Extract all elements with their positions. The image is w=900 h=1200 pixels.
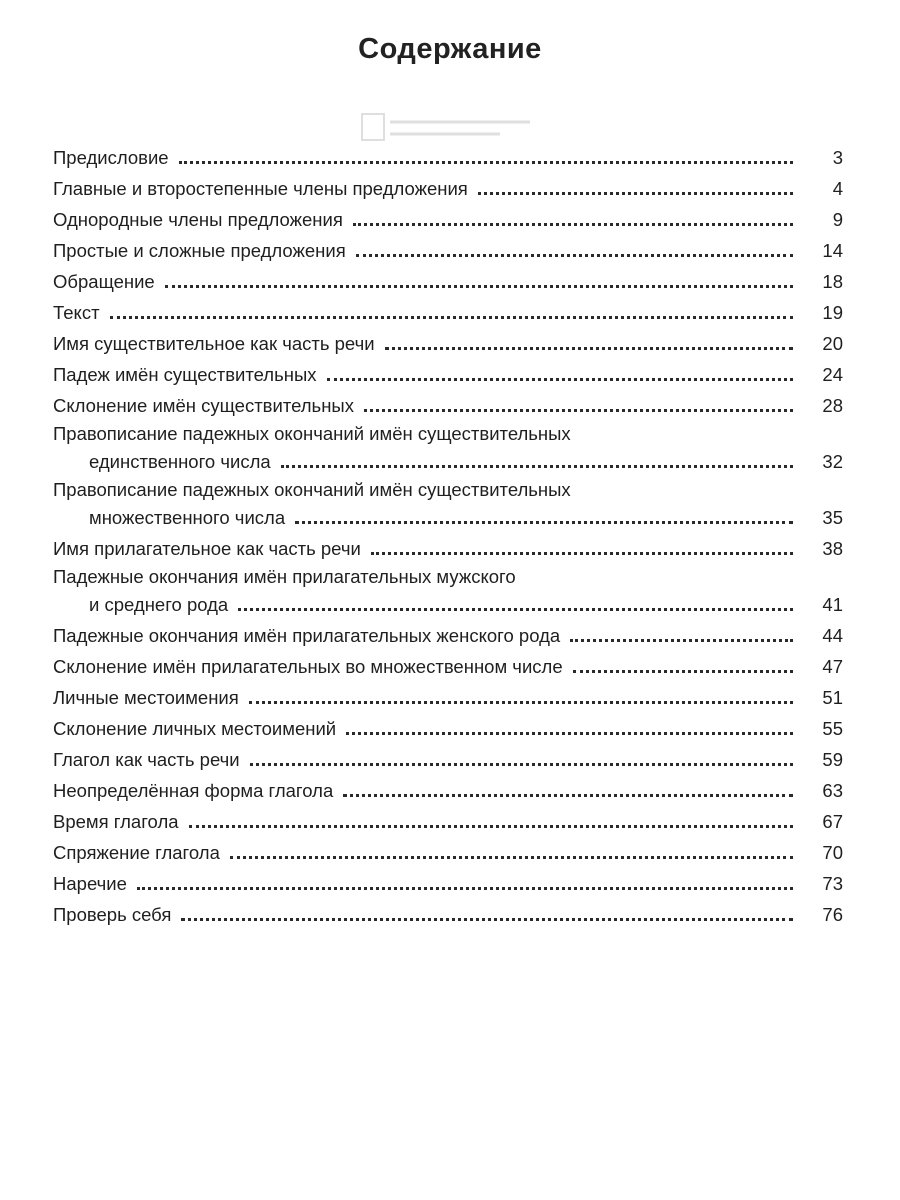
toc-entry-page: 47 — [822, 656, 843, 677]
dot-leader — [238, 608, 793, 611]
table-of-contents — [53, 142, 843, 930]
toc-entry-title: Глагол как часть речи — [53, 749, 240, 770]
dot-leader — [230, 856, 793, 859]
toc-entry-page: 70 — [822, 842, 843, 863]
dot-leader — [327, 378, 794, 381]
toc-entry[interactable] — [53, 620, 843, 651]
dot-leader — [371, 552, 793, 555]
toc-entry-title: Склонение имён прилагательных во множественном числе — [53, 656, 563, 677]
dot-leader — [353, 223, 793, 226]
toc-entry[interactable] — [53, 204, 843, 235]
toc-entry-title-line1: Правописание падежных окончаний имён существительных — [53, 479, 571, 500]
toc-entry[interactable] — [53, 142, 843, 173]
toc-entry[interactable] — [53, 173, 843, 204]
toc-entry-title-line2: и среднего рода — [89, 594, 229, 615]
dot-leader — [249, 701, 793, 704]
toc-entry[interactable] — [53, 421, 843, 477]
toc-entry-title: Простые и сложные предложения — [53, 240, 346, 261]
toc-entry-title: Личные местоимения — [53, 687, 239, 708]
dot-leader — [137, 887, 793, 890]
toc-entry-page: 19 — [822, 302, 843, 323]
toc-entry[interactable] — [53, 651, 843, 682]
dot-leader — [346, 732, 793, 735]
toc-entry-title: Склонение имён существительных — [53, 395, 354, 416]
toc-entry-page: 35 — [822, 507, 843, 528]
toc-entry-page: 44 — [822, 625, 843, 646]
toc-entry[interactable] — [53, 713, 843, 744]
toc-entry[interactable] — [53, 297, 843, 328]
dot-leader — [343, 794, 793, 797]
page-title: Содержание — [358, 33, 542, 65]
toc-entry-page: 67 — [822, 811, 843, 832]
toc-entry-page: 76 — [822, 904, 843, 925]
toc-entry-page: 24 — [822, 364, 843, 385]
toc-entry-title: Проверь себя — [53, 904, 172, 925]
toc-entry-title: Падеж имён существительных — [53, 364, 317, 385]
toc-entry-page: 18 — [822, 271, 843, 292]
dot-leader — [179, 161, 793, 164]
toc-entry-title: Неопределённая форма глагола — [53, 780, 334, 801]
toc-entry-page: 20 — [822, 333, 843, 354]
dot-leader — [181, 918, 793, 921]
toc-entry-title-line1: Падежные окончания имён прилагательных мужского — [53, 566, 516, 587]
toc-entry-page: 41 — [822, 594, 843, 615]
toc-entry-title: Спряжение глагола — [53, 842, 220, 863]
toc-entry-page: 55 — [822, 718, 843, 739]
toc-entry[interactable] — [53, 533, 843, 564]
toc-entry-page: 73 — [822, 873, 843, 894]
toc-entry-title: Склонение личных местоимений — [53, 718, 337, 739]
toc-entry-page: 14 — [822, 240, 843, 261]
toc-entry-title: Имя существительное как часть речи — [53, 333, 375, 354]
toc-entry[interactable] — [53, 868, 843, 899]
toc-entry[interactable] — [53, 266, 843, 297]
toc-entry[interactable] — [53, 390, 843, 421]
dot-leader — [364, 409, 793, 412]
toc-entry-title-line2: множественного числа — [89, 507, 286, 528]
toc-entry-title: Предисловие — [53, 147, 169, 168]
dot-leader — [189, 825, 793, 828]
toc-entry-title: Однородные члены предложения — [53, 209, 343, 230]
toc-entry-title: Время глагола — [53, 811, 179, 832]
toc-entry-page: 9 — [832, 209, 843, 230]
toc-entry-page: 3 — [832, 147, 843, 168]
toc-entry[interactable] — [53, 899, 843, 930]
toc-entry[interactable] — [53, 235, 843, 266]
toc-entry-page: 63 — [822, 780, 843, 801]
toc-entry-title: Имя прилагательное как часть речи — [53, 538, 361, 559]
toc-entry[interactable] — [53, 359, 843, 390]
toc-entry-title-line1: Правописание падежных окончаний имён существительных — [53, 423, 571, 444]
toc-entry-title: Падежные окончания имён прилагательных женского рода — [53, 625, 561, 646]
dot-leader — [250, 763, 793, 766]
toc-entry-page: 51 — [822, 687, 843, 708]
toc-entry-page: 32 — [822, 451, 843, 472]
toc-entry-title: Главные и второстепенные члены предложения — [53, 178, 468, 199]
toc-entry[interactable] — [53, 775, 843, 806]
dot-leader — [385, 347, 793, 350]
dot-leader — [110, 316, 793, 319]
toc-entry[interactable] — [53, 744, 843, 775]
toc-entry[interactable] — [53, 837, 843, 868]
dot-leader — [478, 192, 793, 195]
toc-entry-page: 59 — [822, 749, 843, 770]
dot-leader — [281, 465, 793, 468]
dot-leader — [573, 670, 793, 673]
dot-leader — [356, 254, 793, 257]
toc-entry-title-line2: единственного числа — [89, 451, 271, 472]
toc-entry[interactable] — [53, 477, 843, 533]
toc-entry[interactable] — [53, 682, 843, 713]
dot-leader — [570, 639, 793, 642]
toc-entry[interactable] — [53, 564, 843, 620]
dot-leader — [165, 285, 793, 288]
toc-entry-page: 4 — [832, 178, 843, 199]
dot-leader — [295, 521, 793, 524]
toc-entry-page: 38 — [822, 538, 843, 559]
toc-entry-title: Наречие — [53, 873, 127, 894]
toc-entry[interactable] — [53, 806, 843, 837]
toc-entry-page: 28 — [822, 395, 843, 416]
toc-entry-title: Обращение — [53, 271, 155, 292]
toc-entry-title: Текст — [53, 302, 100, 323]
toc-entry[interactable] — [53, 328, 843, 359]
